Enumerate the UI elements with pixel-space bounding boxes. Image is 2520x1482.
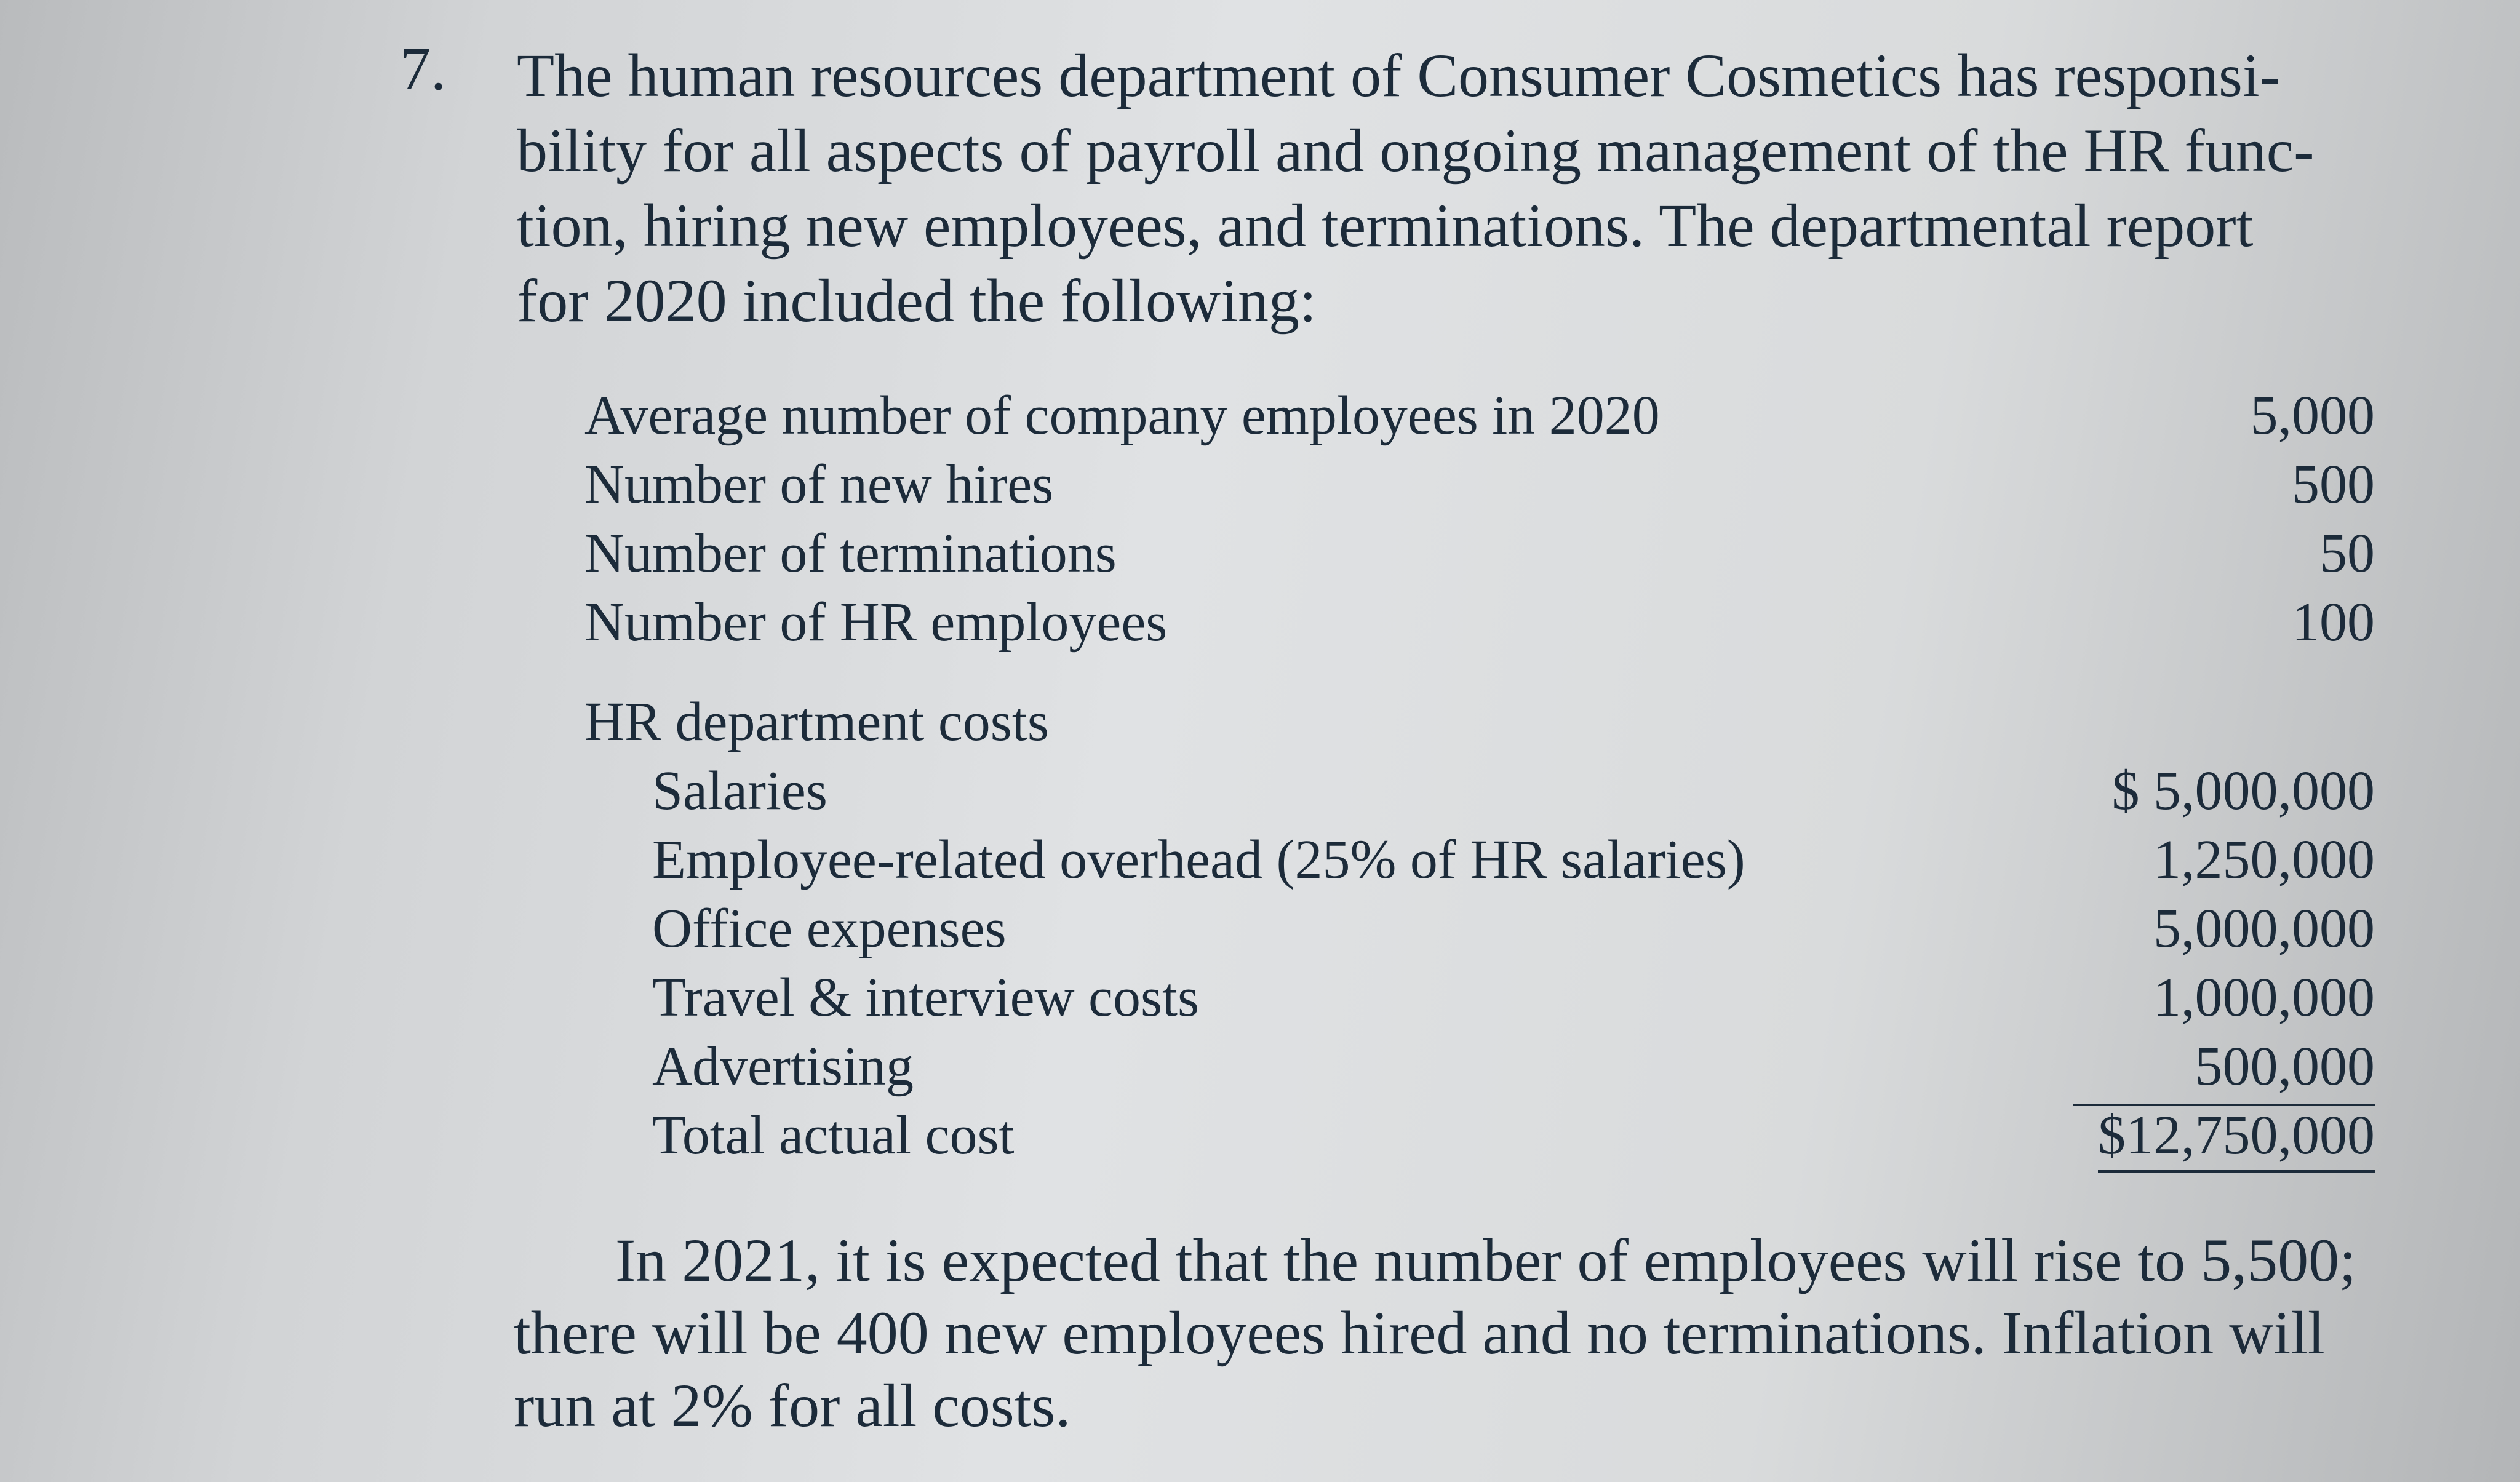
stat-row [584,381,2375,450]
cost-value: 1,000,000 [2153,967,2375,1028]
stat-label: Number of terminations [584,523,1117,584]
outro-line: In 2021, it is expected that the number of employees will rise to 5,500; [615,1226,2356,1294]
stat-label: Number of new hires [584,454,1054,515]
cost-label: Travel & interview costs [652,967,1200,1028]
stat-row [584,450,2375,519]
stat-value: 100 [2292,592,2375,653]
cost-row [584,757,2375,826]
cost-row [584,963,2375,1032]
total-row [584,1101,2375,1170]
stat-value: 50 [2319,523,2375,584]
costs-heading-row [584,688,2375,757]
section-gap [584,657,2375,688]
stat-row [584,588,2375,657]
intro-line: tion, hiring new employees, and terminations. The departmental report [517,191,2254,260]
question-outro [514,1224,2452,1442]
cost-label: Office expenses [652,898,1007,959]
cost-value: 500,000 [2195,1036,2375,1097]
cost-label: Employee-related overhead (25% of HR salaries) [652,829,1745,890]
cost-value: 5,000,000 [2153,898,2375,959]
question-intro [517,38,2449,338]
cost-value: $ 5,000,000 [2111,760,2375,821]
outro-line: run at 2% for all costs. [514,1371,1071,1440]
stat-row [584,519,2375,588]
costs-heading: HR department costs [584,691,1049,752]
stat-value: 500 [2292,454,2375,515]
stat-label: Average number of company employees in 2020 [584,385,1660,446]
total-value: $12,750,000 [2098,1101,2375,1173]
cost-row [584,1032,2375,1101]
intro-line: for 2020 included the following: [517,266,1317,335]
stat-value: 5,000 [2250,385,2375,446]
intro-line: The human resources department of Consumer Cosmetics has responsi- [517,41,2280,110]
cost-value: 1,250,000 [2153,829,2375,890]
intro-line: bility for all aspects of payroll and ongoing management of the HR func- [517,116,2315,185]
total-label: Total actual cost [652,1105,1015,1166]
cost-row [584,826,2375,894]
question-number: 7. [400,34,446,103]
department-report-table [584,381,2375,1170]
stat-label: Number of HR employees [584,592,1168,653]
outro-line: there will be 400 new employees hired and no terminations. Inflation will [514,1299,2325,1367]
cost-label: Advertising [652,1036,914,1097]
cost-row [584,894,2375,963]
cost-label: Salaries [652,760,827,821]
